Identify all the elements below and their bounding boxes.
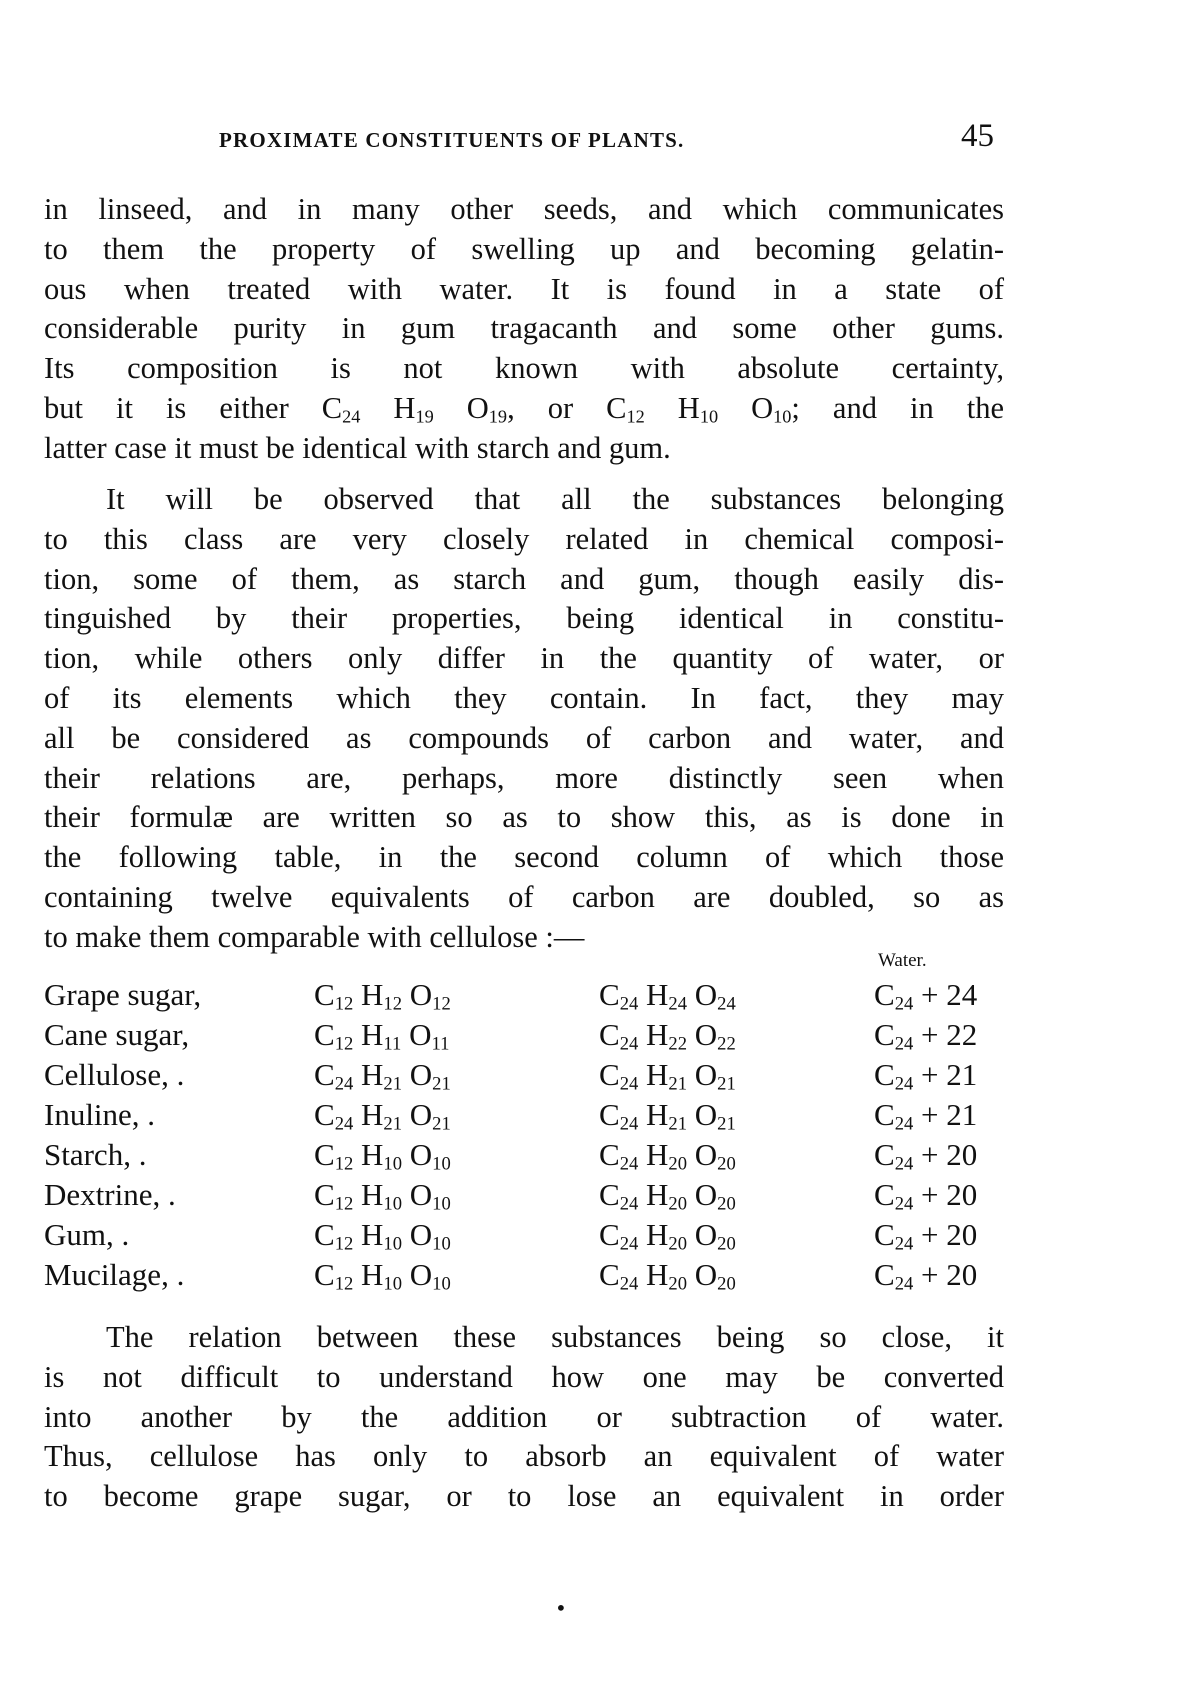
text-line: of its elements which they contain. In fact, they may [44, 680, 1004, 715]
substance-name: Starch, . [44, 1137, 147, 1172]
carbon-plus-water: $C_{24} + 20$ [874, 1217, 978, 1255]
formula-doubled: $C_{24}$ $H_{20}$ $O_{20}$ [599, 1137, 736, 1175]
carbon-plus-water: $C_{24} + 20$ [874, 1137, 978, 1175]
formula-doubled: $C_{24}$ $H_{24}$ $O_{24}$ [599, 977, 736, 1015]
paragraph-3 [44, 1318, 1004, 1517]
formula-single: $C_{24}$ $H_{21}$ $O_{21}$ [314, 1097, 451, 1135]
text-line: into another by the addition or subtraction of water. [44, 1399, 1004, 1434]
formula-table [44, 975, 1014, 1295]
table-row [44, 1255, 1014, 1295]
text-line: Thus, cellulose has only to absorb an equivalent of water [44, 1439, 1004, 1474]
footer-mark: • [555, 1596, 567, 1620]
text-line: tinguished by their properties, being identical in constitu- [44, 601, 1004, 636]
substance-name: Gum, . [44, 1217, 130, 1252]
text-line: to make them comparable with cellulose :— [44, 919, 585, 954]
text-line: their formulæ are written so as to show this, as is done in [44, 800, 1004, 835]
formula-single: $C_{12}$ $H_{10}$ $O_{10}$ [314, 1217, 451, 1255]
formula-doubled: $C_{24}$ $H_{21}$ $O_{21}$ [599, 1057, 736, 1095]
carbon-plus-water: $C_{24} + 20$ [874, 1257, 978, 1295]
formula-doubled: $C_{24}$ $H_{20}$ $O_{20}$ [599, 1177, 736, 1215]
formula-single: $C_{12}$ $H_{12}$ $O_{12}$ [314, 977, 451, 1015]
text-line: It will be observed that all the substances belonging [106, 482, 1004, 516]
running-header [44, 118, 1004, 158]
substance-name: Grape sugar, [44, 977, 202, 1012]
paragraph-2 [44, 480, 1004, 958]
carbon-plus-water: $C_{24} + 24$ [874, 977, 978, 1015]
text-line: Its composition is not known with absolute certainty, [44, 351, 1004, 386]
text-line: tion, some of them, as starch and gum, though easily dis- [44, 561, 1004, 596]
formula-doubled: $C_{24}$ $H_{22}$ $O_{22}$ [599, 1017, 736, 1055]
table-row [44, 1055, 1014, 1095]
text-line: latter case it must be identical with starch and gum. [44, 430, 671, 465]
carbon-plus-water: $C_{24} + 21$ [874, 1057, 978, 1095]
water-column-header: Water. [878, 950, 927, 971]
text-line: the following table, in the second column of which those [44, 840, 1004, 875]
formula-single: $C_{12}$ $H_{11}$ $O_{11}$ [314, 1017, 450, 1055]
text-line: in linseed, and in many other seeds, and which communicates [44, 192, 1004, 226]
substance-name: Cellulose, . [44, 1057, 185, 1092]
substance-name: Cane sugar, [44, 1017, 190, 1052]
formula-single: $C_{12}$ $H_{10}$ $O_{10}$ [314, 1177, 451, 1215]
table-row [44, 1215, 1014, 1255]
carbon-plus-water: $C_{24} + 22$ [874, 1017, 978, 1055]
carbon-plus-water: $C_{24} + 20$ [874, 1177, 978, 1215]
table-row [44, 1095, 1014, 1135]
text-line: considerable purity in gum tragacanth and some other gums. [44, 311, 1004, 346]
text-line: but it is either $C_{24}$ $H_{19}$ $O_{19}$, or $C_{12}$ $H_{10}$ $O_{10}$; and in the [44, 390, 1004, 427]
formula-single: $C_{12}$ $H_{10}$ $O_{10}$ [314, 1257, 451, 1295]
carbon-plus-water: $C_{24} + 21$ [874, 1097, 978, 1135]
text-line: The relation between these substances being so close, it [106, 1320, 1004, 1354]
substance-name: Dextrine, . [44, 1177, 176, 1212]
formula-single: $C_{12}$ $H_{10}$ $O_{10}$ [314, 1137, 451, 1175]
text-line: to them the property of swelling up and becoming gelatin- [44, 231, 1004, 266]
table-row [44, 975, 1014, 1015]
formula-doubled: $C_{24}$ $H_{20}$ $O_{20}$ [599, 1257, 736, 1295]
page-number: 45 [961, 118, 994, 154]
paragraph-1 [44, 190, 1004, 469]
text-line: ous when treated with water. It is found in a state of [44, 271, 1004, 306]
formula-doubled: $C_{24}$ $H_{21}$ $O_{21}$ [599, 1097, 736, 1135]
table-row [44, 1175, 1014, 1215]
substance-name: Inuline, . [44, 1097, 156, 1132]
running-title: PROXIMATE CONSTITUENTS OF PLANTS. [219, 128, 685, 152]
text-line: all be considered as compounds of carbon and water, and [44, 720, 1004, 755]
text-line: their relations are, perhaps, more distinctly seen when [44, 760, 1004, 795]
formula-doubled: $C_{24}$ $H_{20}$ $O_{20}$ [599, 1217, 736, 1255]
text-line: is not difficult to understand how one may be converted [44, 1359, 1004, 1394]
table-row [44, 1015, 1014, 1055]
text-line: to this class are very closely related in chemical composi- [44, 521, 1004, 556]
text-line: tion, while others only differ in the quantity of water, or [44, 641, 1004, 676]
table-row [44, 1135, 1014, 1175]
text-line: containing twelve equivalents of carbon are doubled, so as [44, 879, 1004, 914]
substance-name: Mucilage, . [44, 1257, 185, 1292]
text-line: to become grape sugar, or to lose an equivalent in order [44, 1479, 1004, 1514]
formula-single: $C_{24}$ $H_{21}$ $O_{21}$ [314, 1057, 451, 1095]
